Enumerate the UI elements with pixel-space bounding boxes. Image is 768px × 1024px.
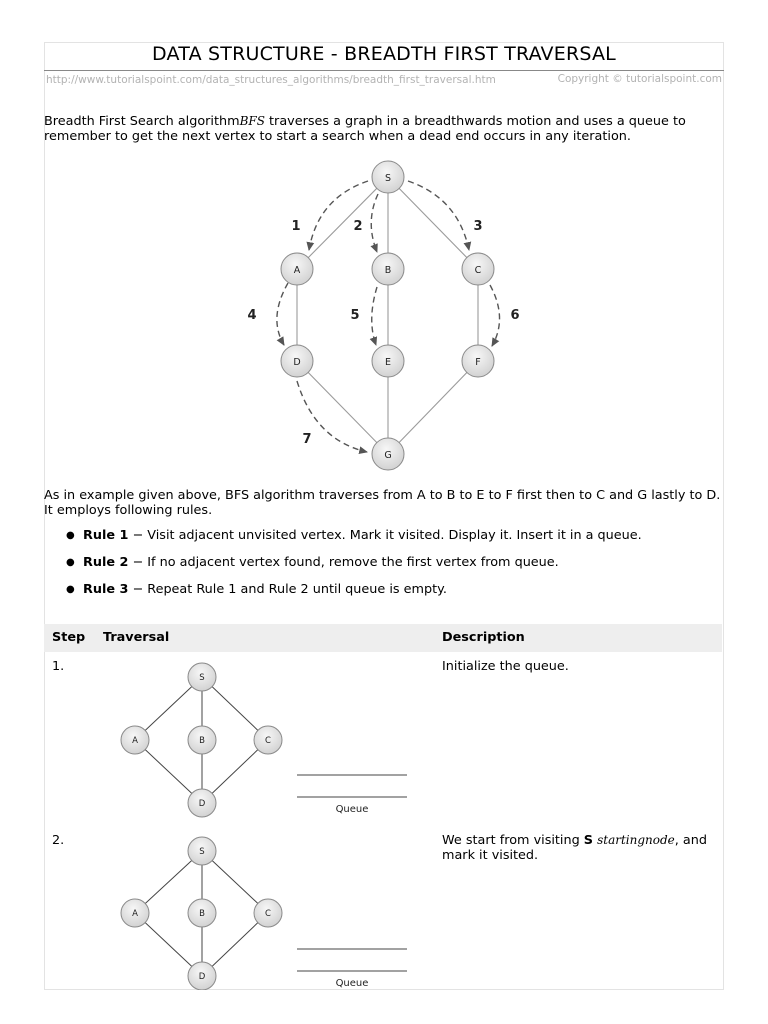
node-a-label: A (293, 265, 301, 276)
rule-item-1 (44, 528, 724, 555)
row-1-traversal-graph (110, 660, 420, 820)
node-b-label: B (384, 265, 392, 276)
row-1-queue (297, 775, 407, 797)
bfs-main-graph (240, 155, 530, 475)
graph-edges (297, 177, 481, 454)
row-2-node-a-label: A (132, 909, 138, 919)
intro-abbr: BFS (239, 114, 265, 128)
step-label-5: 5 (350, 308, 360, 323)
title-divider (44, 70, 724, 71)
row-2-node-d-label: D (198, 972, 206, 982)
rule-label: Rule 3 (83, 582, 129, 597)
intro-text-start: Breadth First Search algorithm (44, 114, 240, 129)
row-2-traversal-graph (110, 834, 420, 990)
row-2-queue (297, 949, 407, 971)
node-c-label: C (474, 265, 482, 276)
rule-label: Rule 1 (83, 528, 129, 543)
rule-item-3 (44, 582, 724, 609)
row-1-node-c-label: C (265, 736, 271, 746)
page-title: DATA STRUCTURE - BREADTH FIRST TRAVERSAL (152, 43, 616, 65)
step-label-3: 3 (473, 219, 483, 234)
node-g-label: G (384, 450, 392, 461)
bullet-icon: ● (66, 584, 75, 595)
step-label-1: 1 (291, 219, 301, 234)
node-e-label: E (384, 357, 392, 368)
row-2-queue-label: Queue (335, 978, 369, 989)
node-s-label: S (384, 173, 392, 184)
row-2-node-b-label: B (199, 909, 205, 919)
row-2-node-c-label: C (265, 909, 271, 919)
rule-text: − If no adjacent vertex found, remove the first vertex from queue. (128, 555, 559, 570)
row-2-desc-end: , and mark it visited. (442, 833, 707, 863)
bullet-icon: ● (66, 530, 75, 541)
example-paragraph: As in example given above, BFS algorithm traverses from A to B to E to F first then to C and G lastly to D. It employs following rules. (44, 488, 721, 518)
step-label-2: 2 (353, 219, 363, 234)
row-1-step: 1. (52, 659, 65, 674)
rule-item-2 (44, 555, 724, 582)
intro-paragraph (44, 114, 724, 144)
row-1-queue-label: Queue (335, 804, 369, 815)
source-url[interactable]: http://www.tutorialspoint.com/data_structures_algorithms/breadth_first_traversal.htm (46, 74, 496, 86)
rule-text: − Repeat Rule 1 and Rule 2 until queue is empty. (128, 582, 447, 597)
copyright-notice: Copyright © tutorialspoint.com (557, 73, 722, 85)
row-2-desc-start: We start from visiting (442, 833, 584, 848)
row-2-description (442, 833, 717, 863)
rules-list (44, 528, 724, 609)
column-header-description: Description (442, 630, 525, 645)
row-2-desc-italic: startingnode (597, 833, 675, 847)
node-f-label: F (475, 357, 481, 368)
row-1-description: Initialize the queue. (442, 659, 569, 674)
row-2-desc-node: S (583, 833, 594, 848)
step-label-7: 7 (302, 432, 312, 447)
row-1-node-d-label: D (198, 799, 206, 809)
row-2-step: 2. (52, 833, 65, 848)
node-d-label: D (293, 357, 301, 368)
row-1-node-b-label: B (199, 736, 205, 746)
intro-text-end: traverses a graph in a breadthwards motion and uses a queue to remember to get the next vertex to start a search when a dead end occurs in any iteration. (44, 114, 686, 144)
step-label-6: 6 (510, 308, 520, 323)
rule-text: − Visit adjacent unvisited vertex. Mark it visited. Display it. Insert it in a queue. (128, 528, 642, 543)
column-header-traversal: Traversal (103, 630, 170, 645)
step-label-4: 4 (247, 308, 257, 323)
row-1-node-s-label: S (199, 673, 205, 683)
rule-label: Rule 2 (83, 555, 129, 570)
row-2-node-s-label: S (199, 847, 205, 857)
column-header-step: Step (52, 630, 86, 645)
bullet-icon: ● (66, 557, 75, 568)
row-1-node-a-label: A (132, 736, 138, 746)
